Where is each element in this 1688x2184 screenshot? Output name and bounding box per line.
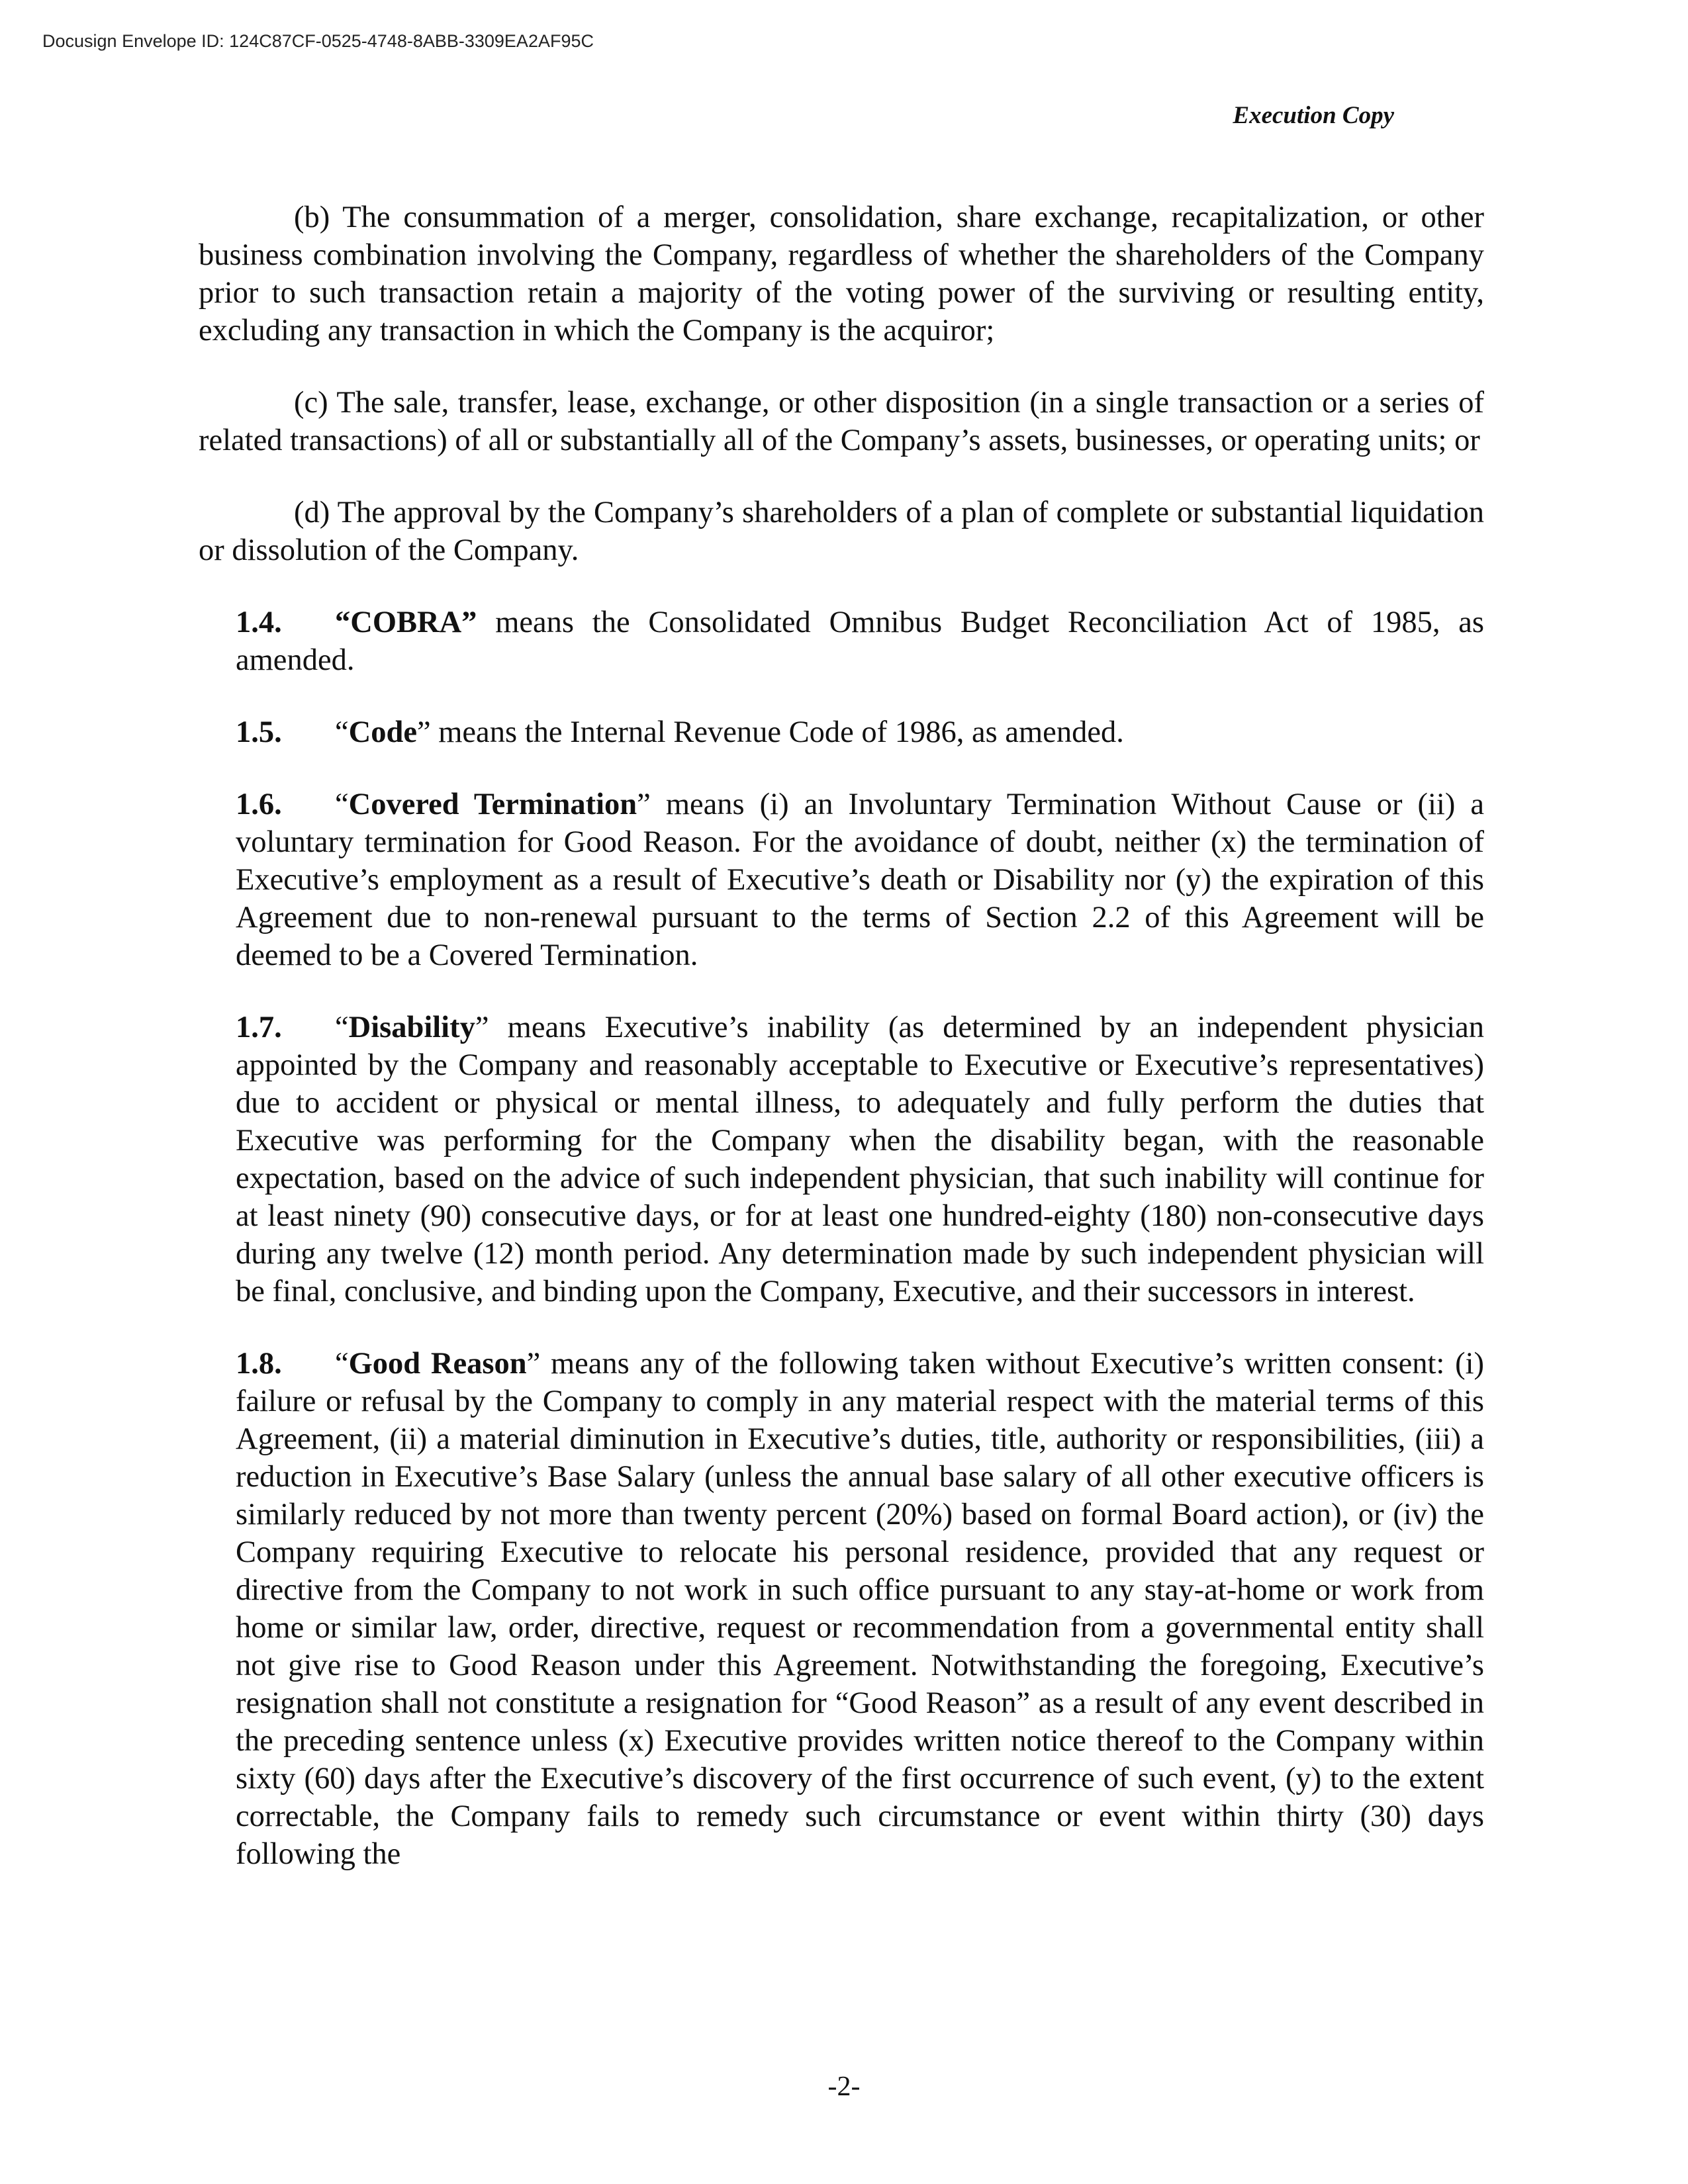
definition-cobra (236, 604, 1484, 679)
open-quote: “ (335, 1011, 349, 1044)
defined-term: Good Reason (348, 1347, 527, 1381)
section-number: 1.8. (236, 1347, 282, 1381)
defined-term: Code (348, 715, 417, 749)
definition-text: means (i) an Involuntary Termination Without Cause or (ii) a voluntary termination for Good Reason. For the avoidance of doubt, neither (x) the termination of Executive’s employment as a result of Executive’s death or Disability nor (y) the expiration of this Agreement due to non-renewal pursuant to the terms of Section 2.2 of this Agreement will be deemed to be a Covered Termination. (236, 788, 1484, 972)
clause-d: (d) The approval by the Company’s shareholders of a plan of complete or substantial liquidation or dissolution of the Company. (199, 496, 1484, 567)
document-body (199, 199, 1484, 1907)
defined-term: Disability (348, 1011, 475, 1044)
defined-term: “COBRA” (335, 606, 477, 639)
section-number: 1.4. (236, 606, 282, 639)
definition-text: means the Consolidated Omnibus Budget Reconciliation Act of 1985, as amended. (236, 606, 1484, 677)
section-number: 1.6. (236, 788, 282, 821)
envelope-id: Docusign Envelope ID: 124C87CF-0525-4748-8ABB-3309EA2AF95C (42, 31, 594, 51)
execution-copy-header: Execution Copy (1233, 102, 1394, 129)
close-quote: ” (416, 715, 431, 749)
open-quote: “ (335, 715, 349, 749)
page-number: -2- (827, 2071, 861, 2102)
close-quote: ” (637, 788, 651, 821)
definition-text: means Executive’s inability (as determined by an independent physician appointed by the Company and reasonably acceptable to Executive or Executive’s representatives) due to accident or physical or mental illness, to adequately and fully perform the duties that Executive was performing for the Company when the disability began, with the reasonable expectation, based on the advice of such independent physician, that such inability will continue for at least ninety (90) consecutive days, or for at least one hundred-eighty (180) non-consecutive days during any twelve (12) month period. Any determination made by such independent physician will be final, conclusive, and binding upon the Company, Executive, and their successors in interest. (236, 1011, 1484, 1308)
definition-text: means the Internal Revenue Code of 1986, as amended. (430, 715, 1124, 749)
open-quote: “ (335, 788, 349, 821)
defined-term: Covered Termination (348, 788, 637, 821)
clause-c: (c) The sale, transfer, lease, exchange, or other disposition (in a single transaction or a series of related transactions) of all or substantially all of the Company’s assets, businesses, or operating units; or (199, 386, 1484, 457)
definition-disability (236, 1009, 1484, 1310)
close-quote: ” (526, 1347, 541, 1381)
definition-code (236, 713, 1484, 751)
definition-text: means any of the following taken without Executive’s written consent: (i) failure or refusal by the Company to comply in any material respect with the material terms of this Agreement, (ii) a material diminution in Executive’s duties, title, authority or responsibilities, (iii) a reduction in Executive’s Base Salary (unless the annual base salary of all other executive officers is similarly reduced by not more than twenty percent (20%) based on formal Board action), or (iv) the Company requiring Executive to relocate his personal residence, provided that any request or directive from the Company to not work in such office pursuant to any stay-at-home or work from home or similar law, order, directive, request or recommendation from a governmental entity shall not give rise to Good Reason under this Agreement. Notwithstanding the foregoing, Executive’s resignation shall not constitute a resignation for “Good Reason” as a result of any event described in the preceding sentence unless (x) Executive provides written notice thereof to the Company within sixty (60) days after the Executive’s discovery of the first occurrence of such event, (y) to the extent correctable, the Company fails to remedy such circumstance or event within thirty (30) days following the (236, 1347, 1484, 1871)
section-number: 1.5. (236, 715, 282, 749)
section-number: 1.7. (236, 1011, 282, 1044)
open-quote: “ (335, 1347, 349, 1381)
definition-good-reason (236, 1345, 1484, 1873)
close-quote: ” (475, 1011, 489, 1044)
definition-covered-termination (236, 786, 1484, 974)
clause-b: (b) The consummation of a merger, consolidation, share exchange, recapitalization, or other business combination involving the Company, regardless of whether the shareholders of the Company prior to such transaction retain a majority of the voting power of the surviving or resulting entity, excluding any transaction in which the Company is the acquiror; (199, 201, 1484, 347)
